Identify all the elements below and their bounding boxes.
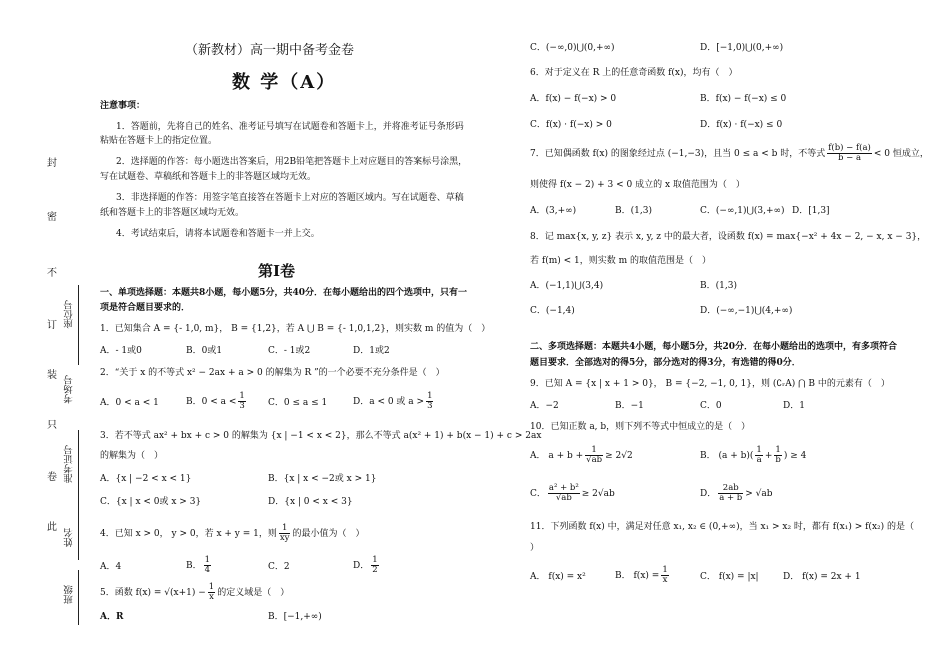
notice-line: 2．选择题的作答：每小题选出答案后，用2B铅笔把答题卡上对应题目的答案标号涂黑，: [116, 157, 468, 167]
binding-char: 装: [47, 370, 57, 381]
q5-option-a: A．R: [100, 612, 124, 622]
q4-option-c: C．2: [268, 562, 290, 572]
question-9: 9．已知 A = {x | x + 1 > 0}， B = {−2, −1, 0, 1}，则 (∁ᵣA) ⋂ B 中的元素有（ ）: [530, 379, 890, 389]
notice-line: 1．答题前，先将自己的姓名、准考证号填写在试题卷和答题卡上，并将准考证号条形码: [116, 122, 464, 132]
question-3-cont: 的解集为（ ）: [100, 451, 164, 461]
seat-number-line: [78, 285, 79, 365]
notice-line: 粘贴在答题卡上的指定位置。: [100, 136, 218, 146]
q7-option-d: D．[1,3]: [792, 206, 830, 216]
q6-option-b: B．f(x) − f(−x) ≤ 0: [700, 94, 787, 104]
q10-option-b: B． (a + b)( $\frac{1}{a}$ + $\frac{1}{b}$ ) ≥ 4: [700, 445, 807, 465]
question-11-cont: ）: [530, 543, 540, 553]
q11-option-c: C． f(x) = |x|: [700, 572, 759, 582]
q10-option-a: A． a + b + $\frac{1}{√ab}$ ≥ 2√2: [530, 445, 633, 465]
fraction: $\frac{1}{4}$: [204, 555, 211, 575]
binding-char: 只: [47, 420, 57, 431]
section1-heading-cont: 项是符合题目要求的．: [100, 303, 191, 313]
q3-option-b: B．{x | x < −2或 x > 1}: [268, 474, 377, 484]
binding-char: 封: [47, 158, 57, 169]
binding-char: 此: [47, 522, 57, 533]
name-line: [78, 505, 79, 560]
fraction: $\frac{1}{3}$: [239, 391, 245, 411]
q1-option-b: B．0或1: [186, 346, 223, 356]
q2-option-a: A．0 < a < 1: [100, 398, 159, 408]
exam-id-label: 准考证号: [64, 445, 75, 483]
q4-option-a: A．4: [100, 562, 122, 572]
question-1: 1．已知集合 A = {- 1,0, m}， B = {1,2}，若 A ⋃ B = {- 1,0,1,2}，则实数 m 的值为（ ）: [100, 324, 491, 334]
notice-line: 写在试题卷、草稿纸和答题卡上的非答题区域均无效。: [100, 172, 317, 182]
q1-option-c: C．- 1或2: [268, 346, 311, 356]
section1-heading: 一、单项选择题：本题共8小题，每小题5分，共40分．在每小题给出的四个选项中，只有一: [100, 288, 468, 298]
question-8-cont: 若 f(m) < 1，则实数 m 的取值范围是（ ）: [530, 256, 711, 266]
q2-option-d: D．a < 0 或 a > $\frac{1}{3}$: [353, 391, 433, 411]
q9-option-a: A．−2: [530, 401, 559, 411]
exam-id-line: [78, 430, 79, 505]
question-4: 4．已知 x > 0， y > 0，若 x + y = 1，则 $\frac{1}{xy}$ 的最小值为（ ）: [100, 523, 365, 543]
q4-option-b: B． $\frac{1}{4}$: [186, 555, 211, 575]
q9-option-b: B．−1: [615, 401, 644, 411]
q8-option-c: C．(−1,4): [530, 306, 575, 316]
fraction: $\frac{1}{x}$: [662, 565, 668, 585]
q11-option-d: D． f(x) = 2x + 1: [783, 572, 861, 582]
question-7: 7．已知偶函数 f(x) 的图象经过点 (−1,−3)，且当 0 ≤ a < b 时，不等式 $\frac{f(b) - f(a)}{b - a}$ < 0 恒成立，: [530, 143, 929, 163]
volume-title: 第Ⅰ卷: [258, 262, 296, 280]
section2-heading: 二、多项选择题：本题共4小题，每小题5分，共20分．在每小题给出的选项中，有多项符合: [530, 342, 898, 352]
q4-option-d: D． $\frac{1}{2}$: [353, 555, 378, 575]
q7-option-b: B．(1,3): [615, 206, 652, 216]
q9-option-c: C．0: [700, 401, 722, 411]
name-label: 姓名: [64, 528, 75, 547]
notice-line: 4．考试结束后，请将本试题卷和答题卡一并上交。: [116, 229, 320, 239]
q10-option-c: C． $\frac{\text{a² + b²}}{√ab}$ ≥ 2√ab: [530, 483, 615, 503]
fraction: $\frac{1}{xy}$: [279, 523, 290, 543]
q7-option-a: A．(3,+∞): [530, 206, 577, 216]
q7-option-c: C．(−∞,1)⋃(3,+∞): [700, 206, 785, 216]
q8-option-d: D．(−∞,−1)⋃(4,+∞): [700, 306, 793, 316]
binding-char: 密: [47, 212, 57, 223]
q5-option-b: B．[−1,+∞): [268, 612, 322, 622]
binding-margin: [0, 0, 95, 672]
binding-char: 不: [47, 268, 57, 279]
fraction: $\frac{1}{2}$: [372, 555, 378, 575]
question-10: 10．已知正数 a, b，则下列不等式中恒成立的是（ ）: [530, 422, 751, 432]
question-11: 11．下列函数 f(x) 中，满足对任意 x₁, x₂ ∈ (0,+∞)，当 x₁ > x₂ 时，都有 f(x₁) > f(x₂) 的是（: [530, 522, 914, 532]
notice-line: 3．非选择题的作答：用签字笔直接答在答题卡上对应的答题区域内。写在试题卷、草稿: [116, 193, 464, 203]
q5-option-d: D．[−1,0)⋃(0,+∞): [700, 43, 784, 53]
fraction: $\frac{1}{3}$: [427, 391, 433, 411]
exam-room-label: 考场号: [64, 375, 75, 404]
q5-option-c: C．(−∞,0)⋃(0,+∞): [530, 43, 615, 53]
question-2: 2．“关于 x 的不等式 x² − 2ax + a > 0 的解集为 R ”的一个必要不充分条件是（ ）: [100, 368, 445, 378]
q3-option-a: A．{x | −2 < x < 1}: [100, 474, 192, 484]
q8-option-b: B．(1,3): [700, 281, 737, 291]
fraction: $\frac{1}{√ab}$: [586, 445, 603, 465]
fraction: $\frac{2ab}{a + b}$: [719, 483, 743, 503]
q6-option-d: D．f(x) · f(−x) ≤ 0: [700, 120, 783, 130]
fraction: $\frac{f(b) - f(a)}{b - a}$: [828, 143, 871, 163]
seat-number-label: 座位号: [64, 300, 75, 329]
fraction: $\frac{1}{b}$: [775, 445, 781, 465]
q3-option-d: D．{x | 0 < x < 3}: [268, 497, 353, 507]
question-3: 3．若不等式 ax² + bx + c > 0 的解集为 {x | −1 < x < 2}，那么不等式 a(x² + 1) + b(x − 1) + c > 2ax: [100, 431, 542, 441]
section2-heading-cont: 题目要求．全部选对的得5分，部分选对的得3分，有选错的得0分．: [530, 358, 801, 368]
question-5: 5．函数 f(x) = √(x+1) − $\frac{1}{x}$ 的定义域是（ ）: [100, 582, 290, 602]
class-line: [78, 570, 79, 625]
q9-option-d: D．1: [783, 401, 805, 411]
q2-option-b: B．0 < a < $\frac{1}{3}$: [186, 391, 245, 411]
q11-option-a: A． f(x) = x²: [530, 572, 586, 582]
question-6: 6．对于定义在 R 上的任意奇函数 f(x)，均有（ ）: [530, 68, 738, 78]
q6-option-c: C．f(x) · f(−x) > 0: [530, 120, 612, 130]
q3-option-c: C．{x | x < 0或 x > 3}: [100, 497, 202, 507]
binding-char: 卷: [47, 472, 57, 483]
class-label: 班级: [64, 585, 75, 604]
fraction: $\frac{1}{x}$: [208, 582, 215, 602]
subject-title: 数 学（A）: [232, 72, 337, 93]
q1-option-a: A．- 1或0: [100, 346, 142, 356]
q6-option-a: A．f(x) − f(−x) > 0: [530, 94, 617, 104]
q10-option-d: D． $\frac{2ab}{a + b}$ > √ab: [700, 483, 773, 503]
notice-title: 注意事项：: [100, 101, 146, 111]
binding-char: 订: [47, 320, 57, 331]
q1-option-d: D．1或2: [353, 346, 390, 356]
q11-option-b: B． f(x) = $\frac{1}{x}$: [615, 565, 668, 585]
q2-option-c: C．0 ≤ a ≤ 1: [268, 398, 328, 408]
exam-title: （新教材）高一期中备考金卷: [185, 43, 355, 58]
fraction: $\frac{1}{a}$: [756, 445, 762, 465]
fraction: $\frac{\text{a² + b²}}{√ab}$: [548, 483, 579, 503]
notice-line: 纸和答题卡上的非答题区域均无效。: [100, 208, 245, 218]
question-8: 8．记 max{x, y, z} 表示 x, y, z 中的最大者，设函数 f(x) = max{−x² + 4x − 2, − x, x − 3}，: [530, 232, 927, 242]
question-7-cont: 则使得 f(x − 2) + 3 < 0 成立的 x 取值范围为（ ）: [530, 180, 745, 190]
q8-option-a: A．(−1,1)⋃(3,4): [530, 281, 604, 291]
